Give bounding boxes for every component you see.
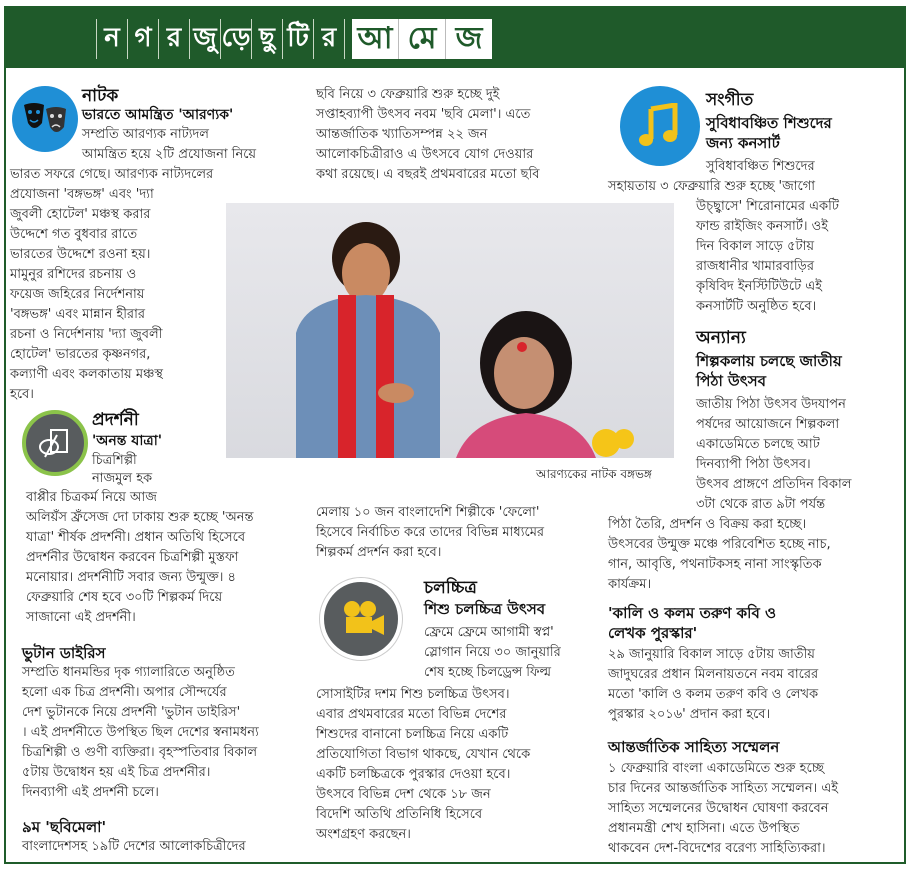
award-heading: লেখক পুরস্কার' <box>608 624 698 642</box>
drama-subheading: ভারতে আমন্ত্রিত 'আরণ্যক' <box>82 107 234 123</box>
film-line: বিদেশি অতিথি প্রতিনিধি হিসেবে <box>316 807 483 822</box>
film-line: স্লোগান নিয়ে ৩০ জানুয়ারি <box>424 645 561 660</box>
palette-icon <box>22 410 88 476</box>
film-line: একটি চলচ্চিত্রকে পুরস্কার দেওয়া হবে। <box>316 767 511 782</box>
banner-char: জ <box>445 19 492 59</box>
others-line: একাডেমিতে চলছে আট <box>696 437 820 452</box>
banner-char: জু <box>189 19 220 59</box>
literature-line: ১ ফেব্রুয়ারি বাংলা একাডেমিতে শুরু হচ্ছে <box>608 761 825 776</box>
music-subheading: সুবিধাবঞ্চিত শিশুদের <box>706 114 832 132</box>
bhutan-line: দিনব্যাপী এই প্রদর্শনী চলে। <box>22 785 159 800</box>
chhobimela-continued-line: কথা রয়েছে। এ বছরই প্রথমবারের মতো ছবি <box>316 167 540 182</box>
exhibition-subheading: 'অনন্ত যাত্রা' <box>92 433 163 449</box>
exhibition-line: অলিয়ঁস ফ্রঁসেজ দো ঢাকায় শুরু হচ্ছে 'অনন্ত <box>26 510 254 525</box>
chhobimela-continued-line: সপ্তাহব্যাপী উৎসব নবম 'ছবি মেলা'। এতে <box>316 107 531 122</box>
banner-char: ছু <box>251 19 282 59</box>
others-line: পর্ষদের আয়োজনে শিল্পকলা <box>696 417 840 432</box>
drama-line: প্রযোজনা 'বঙ্গভঙ্গ' এবং 'দ্যা <box>10 187 154 202</box>
award-heading: 'কালি ও কলম তরুণ কবি ও <box>608 604 777 622</box>
music-subheading: জন্য কনসার্ট <box>706 134 780 152</box>
exhibition-line: ফেব্রুয়ারি শেষ হবে ৩০টি শিল্পকর্ম দিয়ে <box>26 590 223 605</box>
award-line: ২৯ জানুয়ারি বিকাল সাড়ে ৫টায় জাতীয় <box>608 647 815 662</box>
film-line: ফ্রেমে ফ্রেমে আগামী স্বপ্ন' <box>424 625 554 640</box>
award-line: পুরস্কার ২০১৬' প্রদান করা হবে। <box>608 707 771 722</box>
others-line: গান, আবৃত্তি, পথনাটকসহ নানা সাংস্কৃতিক <box>608 557 822 572</box>
drama-heading: নাটক <box>82 86 119 106</box>
bhutan-line: হলো এক চিত্র প্রদর্শনী। অপার সৌন্দর্যের <box>22 685 227 700</box>
drama-line: ভারতের উদ্দেশে রওনা হয়। <box>10 247 151 262</box>
literature-line: থাকবেন দেশ-বিদেশের বরেণ্য সাহিত্যিকরা। <box>608 841 826 856</box>
banner-char: র <box>158 19 189 59</box>
bhutan-line: দেশ ভুটানকে নিয়ে প্রদর্শনী 'ভুটান ডাইরিস' <box>22 705 241 720</box>
drama-line: হবে। <box>10 387 34 402</box>
music-heading: সংগীত <box>706 90 754 110</box>
exhibition-line: চিত্রশিল্পী <box>92 453 137 468</box>
others-line: দিনব্যাপী পিঠা উৎসব। <box>696 457 811 472</box>
banner-char: আ <box>351 19 398 59</box>
drama-line: ভারত সফরে গেছে। আরণ্যক নাট্যদলের <box>10 167 214 182</box>
others-line: জাতীয় পিঠা উৎসব উদযাপন <box>696 397 846 412</box>
banner-title <box>96 19 492 59</box>
music-line: কনসার্টটি অনুষ্ঠিত হবে। <box>696 299 817 314</box>
others-subheading: শিল্পকলায় চলছে জাতীয় <box>696 352 842 370</box>
others-line: পিঠা তৈরি, প্রদর্শন ও বিক্রয় করা হচ্ছে। <box>608 517 807 532</box>
film-line: সোসাইটির দশম শিশু চলচ্চিত্র উৎসব। <box>316 687 510 702</box>
bhutan-line: চিত্রশিল্পী ও গুণী ব্যক্তিরা। বৃহস্পতিবার বিকাল <box>22 745 258 760</box>
music-line: দিন বিকাল সাড়ে ৫টায় <box>696 239 815 254</box>
literature-line: সাহিত্য সম্মেলনের উদ্বোধন ঘোষণা করবেন <box>608 801 829 816</box>
drama-line: কল্যাণী এবং কলকাতায় মঞ্চস্থ <box>10 367 164 382</box>
drama-photo <box>226 203 674 458</box>
bhutan-line: । এই প্রদর্শনীতে উপস্থিত ছিল দেশের স্বনামধন্য <box>22 725 259 740</box>
drama-line: সম্প্রতি আরণ্যক নাট্যদল <box>82 127 209 142</box>
award-line: মতো 'কালি ও কলম তরুণ কবি ও লেখক <box>608 687 819 702</box>
music-line: সুবিধাবঞ্চিত শিশুদের <box>706 159 815 174</box>
chhobimela-fellow-line: মেলায় ১০ জন বাংলাদেশি শিল্পীকে 'ফেলো' <box>316 505 540 520</box>
banner-char: গ <box>127 19 158 59</box>
award-line: জাদুঘরের প্রধান মিলনায়তনে নবম বারের <box>608 667 819 682</box>
banner-char: টি <box>282 19 313 59</box>
literature-line: চার দিনের আন্তর্জাতিক সাহিত্য সম্মেলন। এই <box>608 781 839 796</box>
bhutan-heading: ভুটান ডাইরিস <box>22 644 106 662</box>
chhobimela-continued-line: ছবি নিয়ে ৩ ফেব্রুয়ারি শুরু হচ্ছে দুই <box>316 87 500 102</box>
drama-line: হোটেল' ভারতের কৃষ্ণনগর, <box>10 347 151 362</box>
chhobimela-fellow-line: হিসেবে নির্বাচিত করে তাদের বিভিন্ন মাধ্যমের <box>316 525 545 540</box>
exhibition-line: বাপ্পীর চিত্রকর্ম নিয়ে আজ <box>26 490 157 505</box>
literature-heading: আন্তর্জাতিক সাহিত্য সম্মেলন <box>608 738 780 756</box>
others-subheading: পিঠা উৎসব <box>696 372 767 390</box>
music-line: উচ্ছ্বাসে' শিরোনামের একটি <box>696 199 839 214</box>
others-line: ৩টা থেকে রাত ৯টা পর্যন্ত <box>696 497 826 512</box>
film-subheading: শিশু চলচ্চিত্র উৎসব <box>424 600 546 618</box>
others-line: উৎসব প্রাঙ্গণে প্রতিদিন বিকাল <box>696 477 852 492</box>
banner-char: ন <box>96 19 127 59</box>
drama-line: মামুনুর রশিদের রচনায় ও <box>10 267 137 282</box>
drama-line: ফয়েজ জহিরের নির্দেশনায় <box>10 287 145 302</box>
banner-char: ড়ে <box>220 19 251 59</box>
drama-masks-icon <box>12 86 78 152</box>
music-line: ফান্ড রাইজিং কনসার্ট। ওই <box>696 219 828 234</box>
chhobimela-fellow-line: শিল্পকর্ম প্রদর্শন করা হবে। <box>316 545 442 560</box>
exhibition-heading: প্রদর্শনী <box>92 410 139 430</box>
others-line: উৎসবের উন্মুক্ত মঞ্চে পরিবেশিত হচ্ছে নাচ, <box>608 537 831 552</box>
music-line: রাজধানীর খামারবাড়ির <box>696 259 814 274</box>
drama-line: রচনা ও নির্দেশনায় 'দ্যা জুবলী <box>10 327 163 342</box>
music-note-icon <box>620 86 700 166</box>
music-line: কৃষিবিদ ইনস্টিটিউটে এই <box>696 279 822 294</box>
drama-line: জুবলী হোটেল' মঞ্চস্থ করার <box>10 207 151 222</box>
bhutan-line: ৫টায় উদ্বোধন হয় এই চিত্র প্রদর্শনীর। <box>22 765 211 780</box>
exhibition-line: প্রদর্শনীর উদ্বোধন করবেন চিত্রশিল্পী মুস্তফা <box>26 550 239 565</box>
exhibition-line: মনোয়ার। প্রদর্শনীটি সবার জন্য উন্মুক্ত। ৪ <box>26 570 236 585</box>
photo-caption: আরণ্যকের নাটক বঙ্গভঙ্গ <box>536 467 652 481</box>
exhibition-line: নাজমুল হক <box>92 471 153 486</box>
film-line: উৎসবে বিভিন্ন দেশ থেকে ১৮ জন <box>316 787 491 802</box>
drama-line: উদ্দেশে গত বুধবার রাতে <box>10 227 138 242</box>
chhobimela-continued-line: আলোকচিত্রীরাও এ উৎসবে যোগ দেওয়ার <box>316 147 534 162</box>
literature-line: প্রধানমন্ত্রী শেখ হাসিনা। এতে উপস্থিত <box>608 821 800 836</box>
film-line: শেষ হচ্ছে চিলড্রেন্স ফিল্ম <box>424 665 552 680</box>
exhibition-line: সাজানো এই প্রদর্শনী। <box>26 610 136 625</box>
film-line: অংশগ্রহণ করছেন। <box>316 827 411 842</box>
chhobimela-line: বাংলাদেশসহ ১৯টি দেশের আলোকচিত্রীদের <box>22 839 246 854</box>
drama-line: 'বঙ্গভঙ্গ' এবং মান্নান হীরার <box>10 307 145 322</box>
bhutan-line: সম্প্রতি ধানমন্ডির দৃক গ্যালারিতে অনুষ্ঠিত <box>22 665 235 680</box>
others-heading: অন্যান্য <box>696 328 746 348</box>
film-camera-icon <box>320 578 402 660</box>
banner-char: মে <box>398 19 445 59</box>
music-line: সহায়তায় ৩ ফেব্রুয়ারি শুরু হচ্ছে 'জাগো <box>608 179 816 194</box>
chhobimela-heading: ৯ম 'ছবিমেলা' <box>22 818 107 836</box>
section-banner <box>6 8 904 68</box>
film-line: এবার প্রথমবারের মতো বিভিন্ন দেশের <box>316 707 507 722</box>
film-line: প্রতিযোগিতা বিভাগ থাকছে, যেখান থেকে <box>316 747 531 762</box>
exhibition-line: যাত্রা' শীর্ষক প্রদর্শনী। প্রধান অতিথি হিসেবে <box>26 530 246 545</box>
drama-line: আমন্ত্রিত হয়ে ২টি প্রযোজনা নিয়ে <box>82 147 257 162</box>
film-heading: চলচ্চিত্র <box>424 578 477 598</box>
film-line: শিশুদের বানানো চলচ্চিত্র নিয়ে একটি <box>316 727 509 742</box>
chhobimela-continued-line: আন্তর্জাতিক খ্যাতিসম্পন্ন ২২ জন <box>316 127 488 142</box>
banner-char: র <box>313 19 345 59</box>
others-line: কার্যক্রম। <box>608 577 652 592</box>
